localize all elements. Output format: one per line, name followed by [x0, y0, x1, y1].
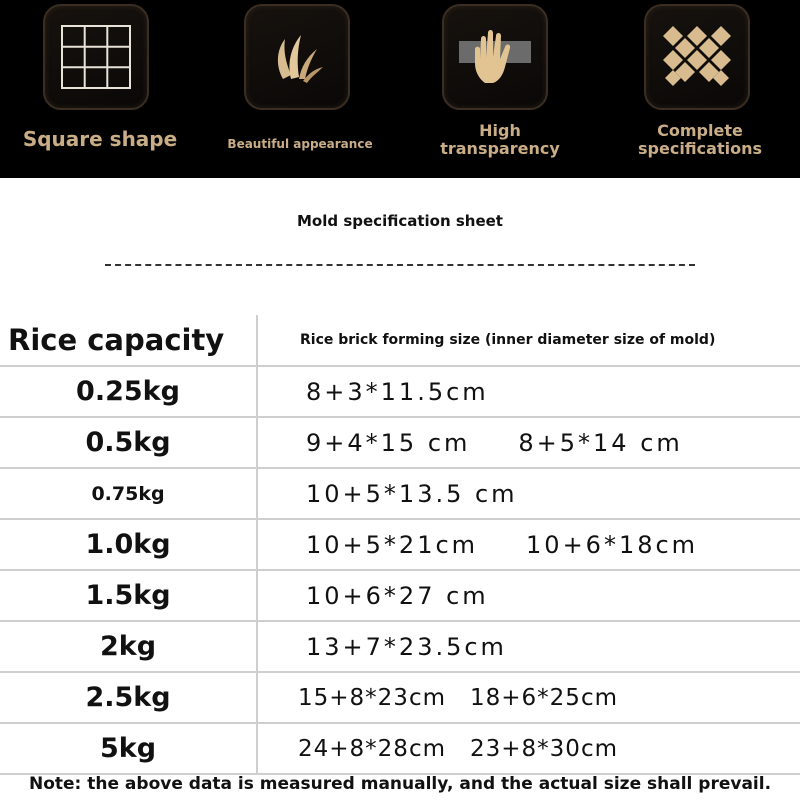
feature-beautiful-appearance [200, 4, 400, 174]
size-cell [257, 672, 800, 723]
header-capacity: Rice capacity [0, 315, 257, 366]
header-size: Rice brick forming size (inner diameter size of mold) [257, 315, 800, 366]
size-cell [257, 621, 800, 672]
size-cell [257, 417, 800, 468]
feature-band [0, 0, 800, 178]
feature-complete-specifications [600, 4, 800, 174]
icon-frame [43, 4, 149, 110]
grid-icon [60, 24, 132, 90]
leaf-icon [269, 29, 325, 85]
table-row [0, 570, 800, 621]
table-row [0, 621, 800, 672]
size-value: 13+7*23.5cm [306, 632, 507, 661]
spec-table [0, 315, 800, 775]
size-cell [257, 570, 800, 621]
size-cell [257, 519, 800, 570]
size-value-alt: 10+6*18cm [526, 530, 699, 559]
capacity-cell: 1.0kg [0, 519, 257, 570]
size-value: 9+4*15 cm [306, 428, 471, 457]
size-value-alt: 8+5*14 cm [518, 428, 683, 457]
capacity-cell: 0.5kg [0, 417, 257, 468]
size-cell [257, 468, 800, 519]
table-row [0, 468, 800, 519]
icon-frame [442, 4, 548, 110]
feature-caption: Square shape [22, 127, 178, 151]
feature-caption: High transparency [440, 121, 560, 158]
size-cell [257, 366, 800, 417]
capacity-cell: 1.5kg [0, 570, 257, 621]
hand-icon [455, 27, 535, 87]
dashed-divider [105, 264, 695, 266]
capacity-cell: 2.5kg [0, 672, 257, 723]
size-value-alt: 18+6*25cm [470, 684, 618, 711]
icon-frame [644, 4, 750, 110]
icon-frame [244, 4, 350, 110]
size-value: 10+5*21cm [306, 530, 479, 559]
capacity-cell: 2kg [0, 621, 257, 672]
sheet-title: Mold specification sheet [297, 212, 503, 230]
size-cell [257, 723, 800, 774]
table-header-row [0, 315, 800, 366]
size-value: 10+5*13.5 cm [306, 479, 518, 508]
table-row [0, 672, 800, 723]
size-value: 8+3*11.5cm [306, 377, 489, 406]
size-value: 15+8*23cm [298, 684, 446, 711]
size-value: 10+6*27 cm [306, 581, 489, 610]
footnote: Note: the above data is measured manually, and the actual size shall prevail. [28, 774, 772, 794]
feature-caption: Complete specifications [638, 121, 762, 158]
table-row [0, 366, 800, 417]
capacity-cell: 0.75kg [0, 468, 257, 519]
capacity-cell: 5kg [0, 723, 257, 774]
capacity-cell: 0.25kg [0, 366, 257, 417]
diamond-pattern-icon [661, 24, 733, 90]
feature-caption: Beautiful appearance [227, 137, 373, 151]
feature-high-transparency [400, 4, 600, 174]
size-value: 24+8*28cm [298, 735, 446, 762]
size-value-alt: 23+8*30cm [470, 735, 618, 762]
table-row [0, 417, 800, 468]
table-row [0, 723, 800, 774]
table-row [0, 519, 800, 570]
feature-square-shape [0, 4, 200, 174]
